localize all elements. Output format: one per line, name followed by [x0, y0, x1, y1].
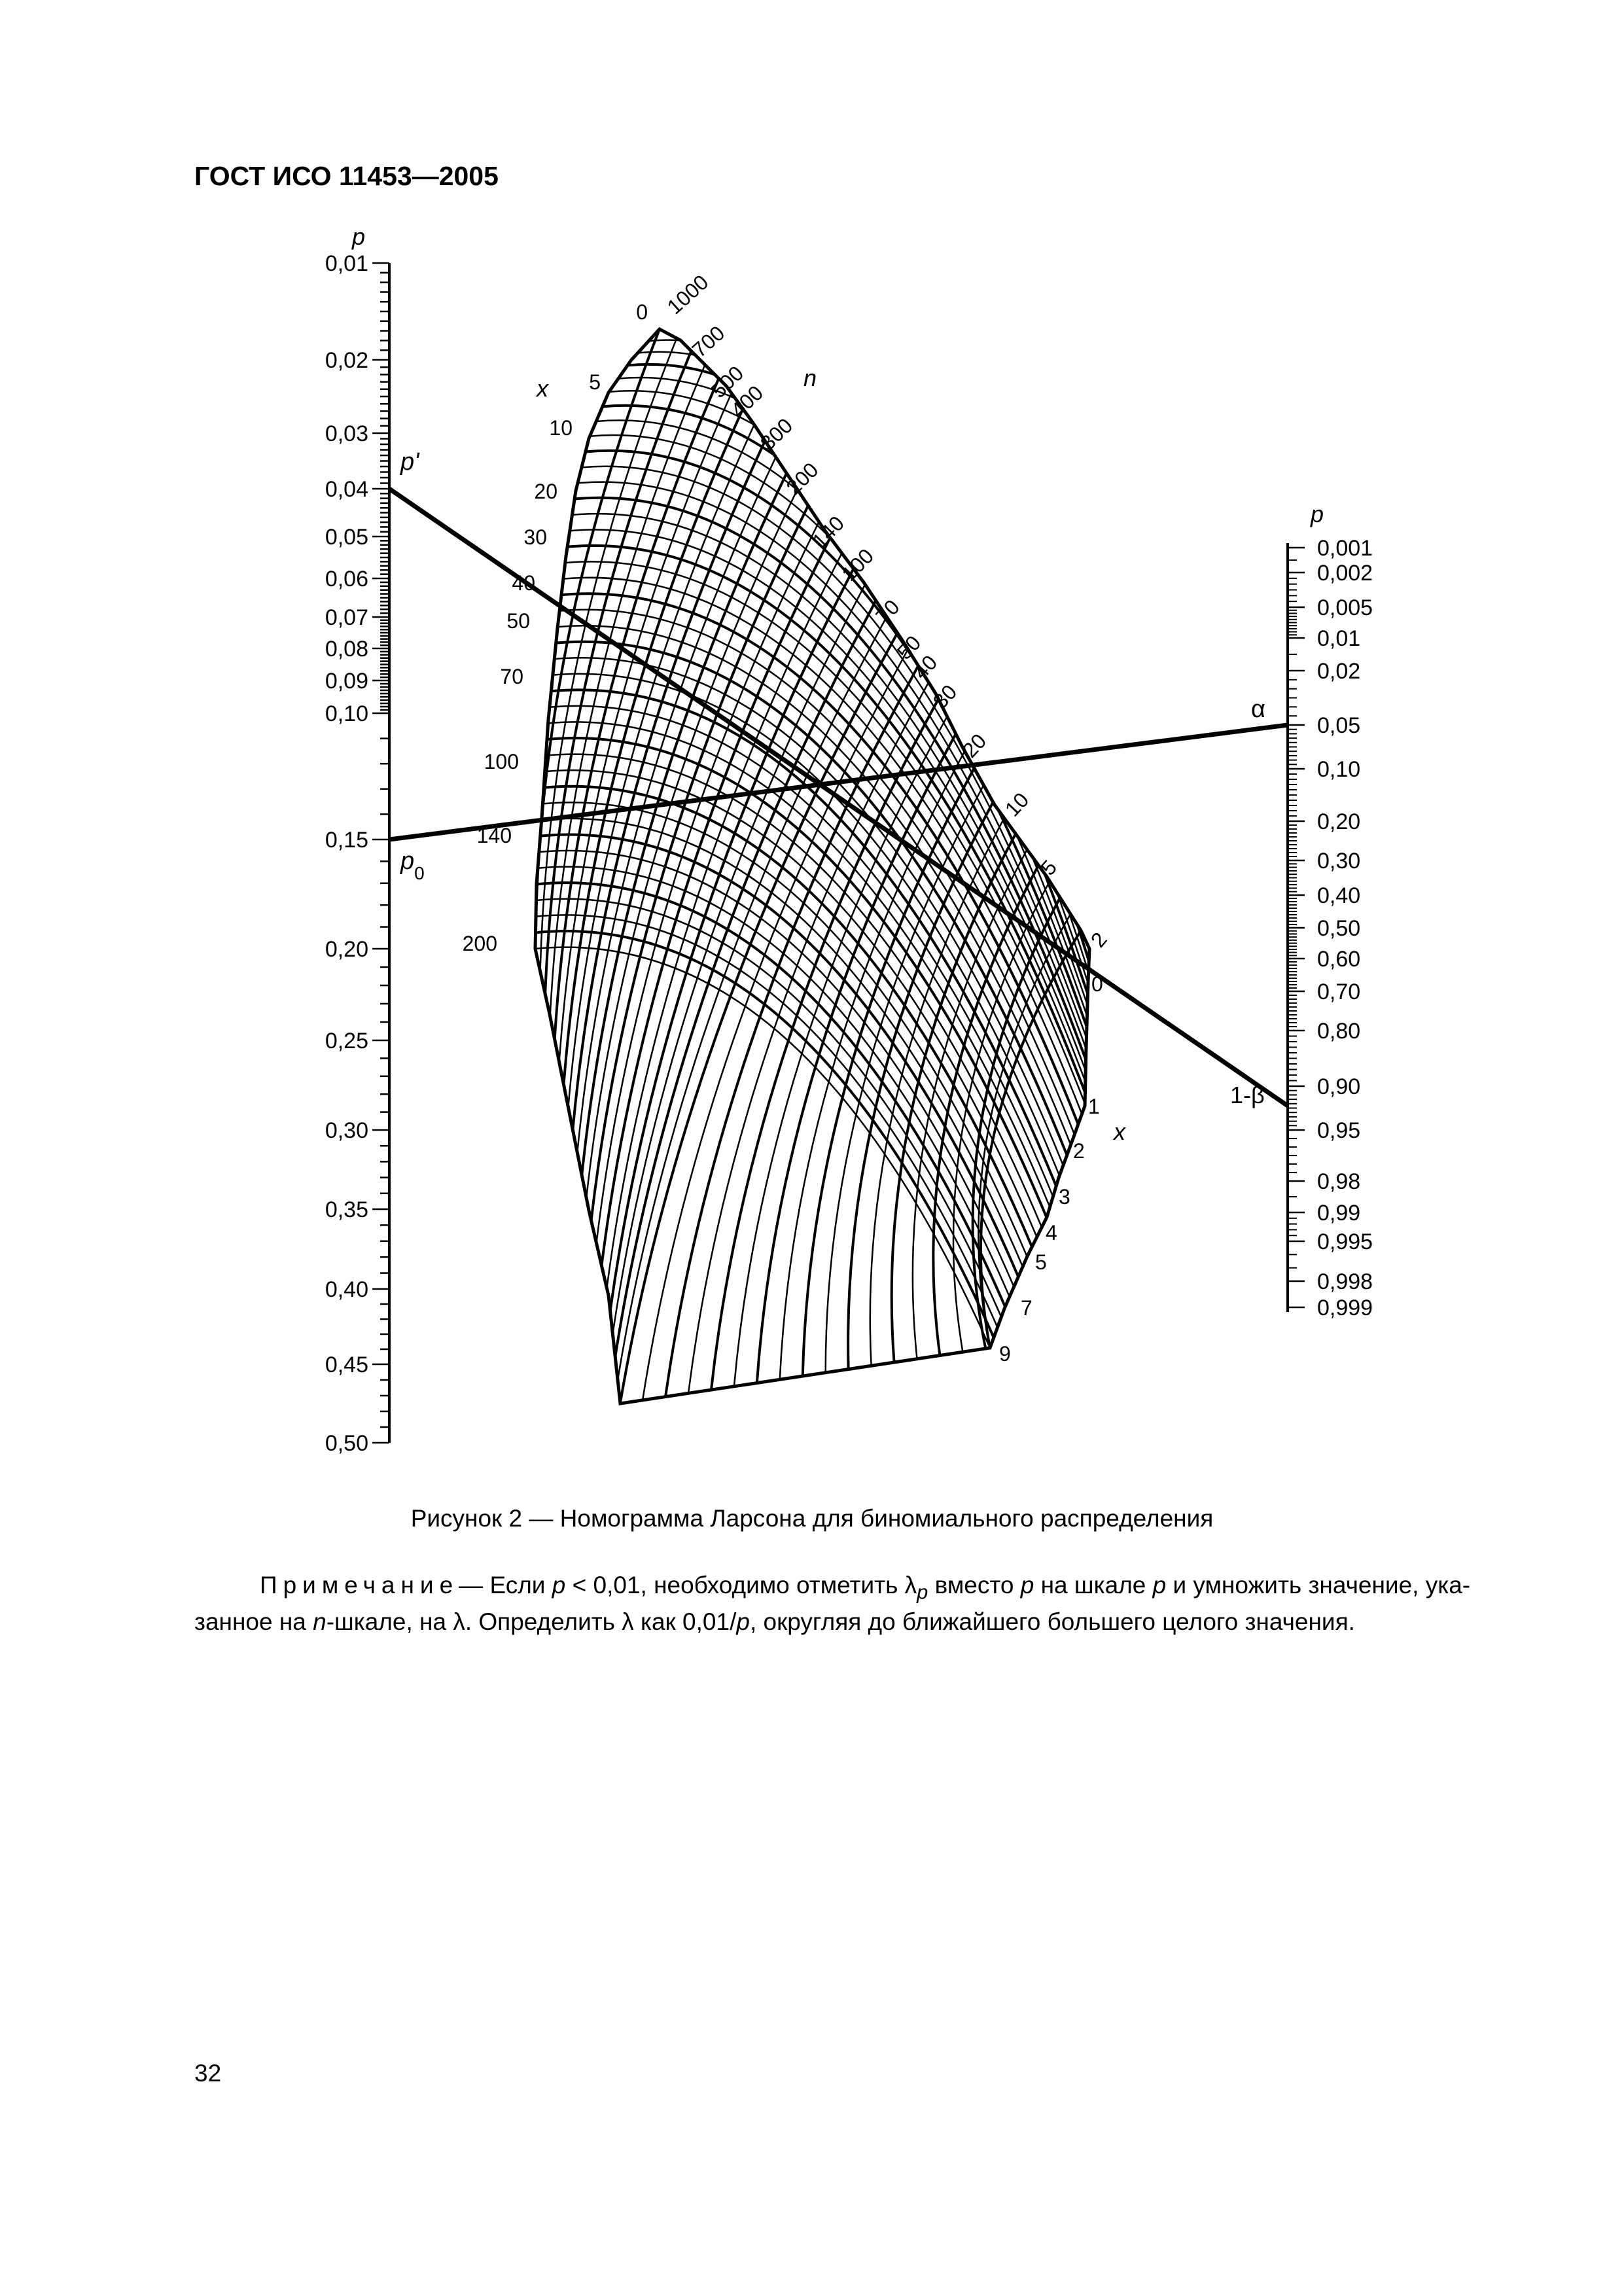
n-value-label: 0 [1091, 972, 1103, 996]
x-value-label: 140 [476, 824, 512, 847]
right-scale-tick-label: 0,40 [1317, 883, 1361, 908]
n-value-label: 100 [837, 544, 879, 586]
left-scale-tick-label: 0,20 [325, 937, 368, 962]
note-text: , округляя до ближайшего большего целого значения. [749, 1608, 1355, 1636]
left-scale-tick-label: 0,35 [325, 1197, 368, 1222]
n-value-label: 300 [755, 414, 798, 455]
n-value-label: 50 [892, 631, 926, 664]
marker-one-minus-beta: 1-β [1230, 1082, 1265, 1108]
figure-note [194, 1570, 1487, 1637]
marker-p0-sub: 0 [414, 862, 425, 883]
n-value-label: 70 [871, 595, 904, 628]
document-header: ГОСТ ИСО 11453—2005 [194, 161, 499, 191]
x-label-right: x [1114, 1118, 1125, 1145]
note-text: и умножить значение, ука- [1166, 1572, 1471, 1598]
right-scale-tick-label: 0,80 [1317, 1019, 1361, 1044]
n-value-label: 1000 [662, 270, 713, 319]
marker-p-prime: p' [400, 448, 419, 476]
left-scale-tick-label: 0,07 [325, 605, 368, 630]
right-scale-tick-label: 0,995 [1317, 1229, 1373, 1254]
right-scale-tick-label: 0,999 [1317, 1296, 1373, 1320]
note-text: — Если [459, 1572, 552, 1598]
marker-alpha: α [1251, 696, 1265, 723]
n-value-label: 700 [687, 321, 730, 362]
right-scale-tick-label: 0,20 [1317, 809, 1361, 834]
note-text: -шкале, на λ. Определить λ как 0,01/ [326, 1608, 737, 1636]
right-scale-tick-label: 0,50 [1317, 916, 1361, 941]
right-scale-axis-label: p [1311, 501, 1324, 527]
right-scale-tick-label: 0,98 [1317, 1169, 1361, 1194]
note-var: p [736, 1608, 750, 1636]
note-lambda: λ [904, 1572, 917, 1598]
n-value-label: 400 [726, 381, 768, 423]
n-value-label: 10 [1000, 788, 1034, 821]
x-value-label: 20 [534, 480, 557, 503]
n-label: n [803, 364, 817, 391]
x-curve [660, 328, 1081, 930]
note-var: p [1152, 1572, 1167, 1598]
left-scale-tick-label: 0,25 [325, 1029, 368, 1053]
x-curve [603, 406, 1088, 995]
left-scale-tick-label: 0,50 [325, 1431, 368, 1456]
x-value-label: 7 [1021, 1296, 1033, 1320]
nomogram-grid [535, 328, 1089, 1404]
note-label: Примечание [260, 1572, 459, 1598]
right-p-scale [1288, 536, 1373, 1320]
left-scale-tick-label: 0,10 [325, 701, 368, 726]
right-scale-tick-label: 0,005 [1317, 595, 1373, 620]
x-value-label: 5 [1035, 1250, 1047, 1274]
note-text: на шкале [1034, 1572, 1153, 1598]
x-value-label: 100 [484, 750, 519, 773]
n-curve [564, 409, 743, 1085]
left-scale-tick-label: 0,08 [325, 637, 368, 662]
right-scale-tick-label: 0,70 [1317, 980, 1361, 1004]
x-value-label: 50 [506, 609, 530, 633]
left-scale-tick-label: 0,04 [325, 477, 368, 502]
note-var: n [313, 1608, 327, 1636]
marker-p0-base: p [400, 847, 415, 875]
left-scale-tick-label: 0,03 [325, 421, 368, 446]
left-scale-tick-label: 0,09 [325, 669, 368, 694]
marker-p0 [400, 847, 425, 883]
left-scale-tick-label: 0,01 [325, 251, 368, 276]
right-scale-tick-label: 0,30 [1317, 849, 1361, 874]
left-scale-tick-label: 0,30 [325, 1118, 368, 1143]
right-scale-tick-label: 0,01 [1317, 626, 1361, 651]
note-var: p [1020, 1572, 1034, 1598]
left-scale-tick-label: 0,06 [325, 567, 368, 592]
note-text: вместо [928, 1572, 1021, 1598]
n-curve [892, 834, 1016, 1362]
left-scale-tick-label: 0,45 [325, 1352, 368, 1377]
n-value-label: 2 [1086, 927, 1112, 952]
right-scale-tick-label: 0,60 [1317, 947, 1361, 972]
left-scale-tick-label: 0,02 [325, 348, 368, 373]
right-scale-tick-label: 0,90 [1317, 1074, 1361, 1099]
note-lambda-sub: p [917, 1580, 928, 1604]
n-value-label: 20 [957, 729, 991, 762]
left-scale-tick-label: 0,15 [325, 828, 368, 853]
right-scale-tick-label: 0,05 [1317, 713, 1361, 738]
right-scale-tick-label: 0,998 [1317, 1269, 1373, 1294]
note-text: занное на [194, 1608, 313, 1636]
x-value-label: 30 [523, 525, 547, 549]
figure-caption: Рисунок 2 — Номограмма Ларсона для биномиального распределения [410, 1505, 1214, 1532]
left-scale-tick-label: 0,40 [325, 1277, 368, 1302]
right-scale-tick-label: 0,10 [1317, 757, 1361, 782]
right-scale-tick-label: 0,02 [1317, 659, 1361, 684]
x-value-label: 5 [589, 370, 601, 394]
n-value-label: 140 [807, 511, 849, 553]
note-line-1 [194, 1570, 1487, 1607]
x-value-label: 70 [500, 665, 523, 688]
left-scale-axis-label: p [352, 223, 366, 250]
left-scale-tick-label: 0,05 [325, 525, 368, 550]
note-var: p [552, 1572, 566, 1598]
n-value-label: 200 [781, 457, 823, 499]
x-value-label: 2 [1073, 1139, 1085, 1163]
page-number: 32 [194, 2060, 222, 2087]
n-value-label: 40 [908, 650, 942, 684]
x-value-label: 1 [1088, 1095, 1100, 1118]
right-scale-tick-label: 0,95 [1317, 1118, 1361, 1143]
x-value-label: 4 [1046, 1221, 1057, 1245]
left-p-scale [325, 251, 389, 1456]
x-label-left: x [537, 375, 548, 402]
x-value-label: 3 [1059, 1185, 1070, 1209]
x-value-label: 200 [462, 932, 497, 955]
x-value-label: 40 [512, 571, 535, 595]
x-value-label: 10 [549, 416, 573, 440]
note-text: < 0,01, необходимо отметить [565, 1572, 905, 1598]
right-scale-tick-label: 0,99 [1317, 1201, 1361, 1226]
right-scale-tick-label: 0,001 [1317, 536, 1373, 561]
x-value-label: 0 [636, 300, 648, 324]
right-scale-tick-label: 0,002 [1317, 561, 1373, 586]
note-line-2 [194, 1608, 1355, 1635]
n-value-label: 500 [706, 361, 749, 403]
n-value-label: 5 [1036, 855, 1062, 880]
x-value-label: 9 [999, 1342, 1011, 1366]
n-value-label: 30 [928, 680, 962, 713]
